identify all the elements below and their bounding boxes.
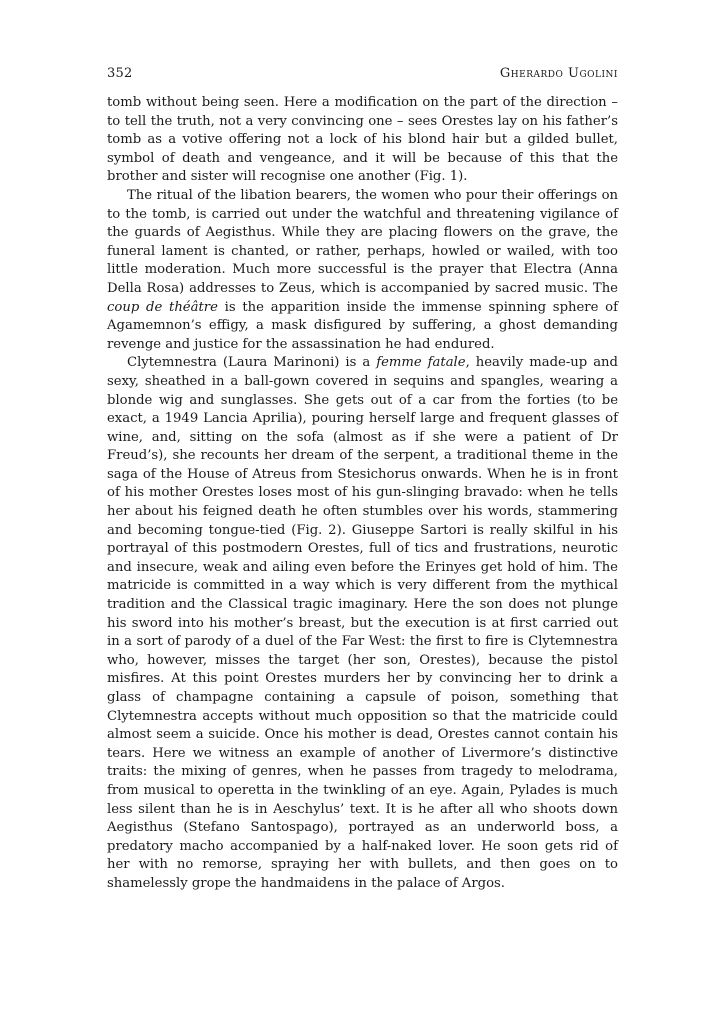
paragraph (107, 354, 618, 893)
page-header (107, 66, 618, 86)
italic-phrase: femme fatale (376, 355, 466, 371)
text-run: The ritual of the libation bearers, the women who pour their offerings on to the tomb, is carried out under the watchful and threatening vigilance of the guards of Aegisthus. While they are placing flowers on the grave, the funeral lament is chanted, or rather, perhaps, howled or wailed, with too little moderation. Much more successful is the prayer that Electra (Anna Della Rosa) addresses to Zeus, which is accompanied by sacred music. The (107, 187, 618, 296)
paragraph (107, 187, 618, 354)
running-head-author: Gherardo Ugolini (499, 66, 618, 81)
paragraph (107, 94, 618, 187)
italic-phrase: coup de théâtre (107, 299, 218, 315)
text-run: is the apparition inside the immense spinning sphere of Agamemnon’s effigy, a mask disfigured by suffering, a ghost demanding revenge and justice for the assassination he had endured. (107, 299, 618, 352)
body-text (107, 94, 618, 894)
text-run: tomb without being seen. Here a modification on the part of the direction – to tell the truth, not a very convincing one – sees Orestes lay on his father’s tomb as a votive offering not a lock of his blond hair but a gilded bullet, symbol of death and vengeance, and it will be because of this that the brother and sister will recognise one another (Fig. 1). (107, 95, 618, 185)
text-run: , heavily made-up and sexy, sheathed in a ball-gown covered in sequins and spangles, wearing a blonde wig and sunglasses. She gets out of a car from the forties (to be exact, a 1949 Lancia Aprilia), pouring herself large and frequent glasses of wine, and, sitting on the sofa (almost as if she were a patient of Dr Freud’s), she recounts her dream of the serpent, a traditional theme in the saga of the House of Atreus from Stesichorus onwards. When he is in front of his mother Orestes loses most of his gun-slinging bravado: when he tells her about his feigned death he often stumbles over his words, stammering and becoming tongue-tied (Fig. 2). Giuseppe Sartori is really skilful in his portrayal of this postmodern Orestes, full of tics and frustrations, neurotic and insecure, weak and ailing even before the Erinyes get hold of him. The matricide is committed in a way which is very different from the mythical tradition and the Classical tragic imaginary. Here the son does not plunge his sword into his mother’s breast, but the execution is at first carried out in a sort of parody of a duel of the Far West: the first to fire is Clytemnestra who, however, misses the target (her son, Orestes), because the pistol misfires. At this point Orestes murders her by convincing her to drink a glass of champagne containing a capsule of poison, something that Clytemnestra accepts without much opposition so that the matricide could almost seem a suicide. Once his mother is dead, Orestes cannot contain his tears. Here we witness an example of another of Livermore’s distinctive traits: the mixing of genres, when he passes from tragedy to melodrama, from musical to operetta in the twinkling of an eye. Again, Pylades is much less silent than he is in Aeschylus’ text. It is he after all who shoots down Aegisthus (Stefano Santospago), portrayed as an underworld boss, a predatory macho accompanied by a half-naked lover. He soon gets rid of her with no remorse, spraying her with bullets, and then goes on to shamelessly grope the handmaidens in the palace of Argos. (107, 355, 618, 891)
page-number: 352 (107, 66, 133, 81)
text-run: Clytemnestra (Laura Marinoni) is a (127, 355, 377, 371)
